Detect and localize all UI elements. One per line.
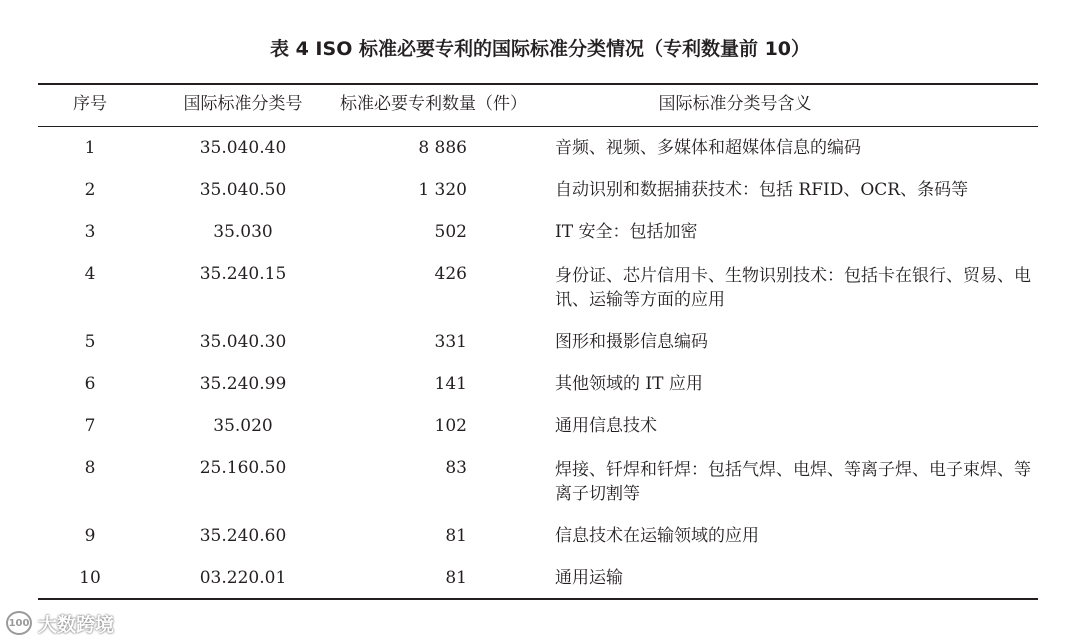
cell-count: 502 — [434, 222, 467, 242]
header-seq: 序号 — [73, 94, 107, 114]
cell-meaning: 音频、视频、多媒体和超媒体信息的编码 — [555, 138, 861, 158]
cell-count: 102 — [434, 416, 467, 436]
cell-meaning: IT 安全：包括加密 — [555, 222, 698, 242]
cell-seq: 2 — [84, 180, 96, 200]
cell-code: 35.240.99 — [199, 374, 287, 394]
cell-seq: 9 — [84, 526, 96, 546]
cell-count: 426 — [434, 264, 467, 284]
cell-code: 35.040.30 — [199, 332, 287, 352]
cell-count: 81 — [445, 568, 467, 588]
cell-seq: 6 — [84, 374, 96, 394]
header-meaning: 国际标准分类号含义 — [658, 94, 812, 114]
cell-meaning: 信息技术在运输领域的应用 — [555, 526, 759, 546]
cell-count: 81 — [445, 526, 467, 546]
cell-code: 35.240.15 — [199, 264, 287, 284]
table-header-rule — [38, 126, 1038, 127]
cell-code: 35.030 — [213, 222, 273, 242]
watermark — [6, 608, 114, 638]
cell-meaning: 焊接、钎焊和钎焊：包括气焊、电焊、等离子焊、电子束焊、等离子切割等 — [555, 460, 1031, 504]
header-code: 国际标准分类号 — [183, 94, 303, 114]
cell-code: 35.020 — [213, 416, 273, 436]
cell-code: 35.040.40 — [199, 138, 287, 158]
cell-count: 83 — [445, 458, 467, 478]
cell-code: 35.040.50 — [199, 180, 287, 200]
cell-code: 35.240.60 — [199, 526, 287, 546]
table-title: 表 4 ISO 标准必要专利的国际标准分类情况（专利数量前 10） — [269, 38, 811, 60]
cell-seq: 8 — [84, 458, 96, 478]
cell-count: 1 320 — [418, 180, 467, 200]
cell-seq: 7 — [84, 416, 96, 436]
cell-meaning: 通用信息技术 — [555, 416, 657, 436]
watermark-logo-icon: 100 — [6, 611, 32, 635]
cell-code: 25.160.50 — [199, 458, 287, 478]
cell-meaning: 身份证、芯片信用卡、生物识别技术：包括卡在银行、贸易、电讯、运输等方面的应用 — [555, 266, 1031, 310]
cell-meaning: 图形和摄影信息编码 — [555, 332, 708, 352]
cell-meaning: 其他领域的 IT 应用 — [555, 374, 703, 394]
cell-count: 331 — [434, 332, 467, 352]
cell-count: 8 886 — [418, 138, 467, 158]
cell-seq: 3 — [84, 222, 96, 242]
header-count: 标准必要专利数量（件） — [340, 94, 527, 114]
cell-seq: 1 — [84, 138, 96, 158]
cell-meaning: 通用运输 — [555, 568, 623, 588]
cell-seq: 10 — [79, 568, 101, 588]
cell-seq: 5 — [84, 332, 96, 352]
cell-code: 03.220.01 — [199, 568, 287, 588]
table-bottom-rule — [38, 598, 1038, 600]
cell-seq: 4 — [84, 264, 96, 284]
table-top-rule — [38, 83, 1038, 85]
cell-count: 141 — [434, 374, 467, 394]
cell-meaning: 自动识别和数据捕获技术：包括 RFID、OCR、条码等 — [555, 180, 969, 200]
watermark-text: 大数跨境 — [38, 613, 115, 636]
